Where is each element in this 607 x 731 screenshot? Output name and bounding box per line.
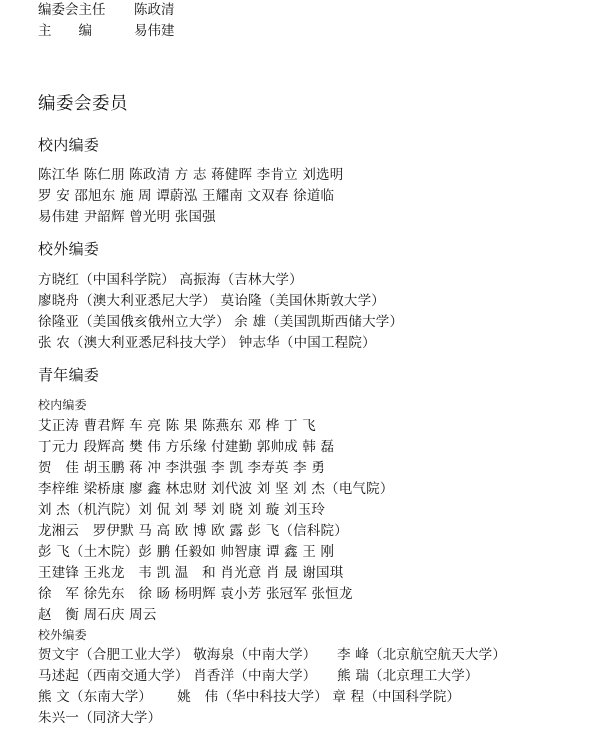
list-item: 张 农（澳大利亚悉尼科技大学） 钟志华（中国工程院） [38, 335, 376, 351]
list-item: 彭 飞（土木院）彭 鹏 任毅如 帅智康 谭 鑫 王 刚 [38, 544, 335, 560]
list-item: 刘 杰（机汽院）刘 侃 刘 琴 刘 晓 刘 璇 刘玉玲 [38, 502, 326, 518]
list-item: 龙湘云 罗伊默 马 高 欧 博 欧 露 彭 飞（信科院） [38, 523, 348, 539]
list-item: 朱兴一（同济大学） [38, 710, 162, 726]
committee-title: 编委会委员 [38, 94, 128, 114]
external-section-title: 校外编委 [38, 240, 100, 258]
list-item: 艾正涛 曹君辉 车 亮 陈 果 陈燕东 邓 桦 丁 飞 [38, 418, 316, 434]
list-item: 贺 佳 胡玉鹏 蒋 冲 李洪强 李 凯 李寿英 李 勇 [38, 460, 326, 476]
header-label: 编委会主任 [38, 2, 106, 18]
list-item: 贺文宇（合肥工业大学） 敬海泉（中南大学） 李 峰（北京航空航天大学） [38, 647, 507, 663]
youth-internal-list [38, 416, 394, 626]
list-item: 易伟建 尹韶辉 曾光明 张国强 [38, 209, 216, 225]
external-list [38, 270, 403, 354]
list-item: 李梓维 梁桥康 廖 鑫 林忠财 刘代波 刘 坚 刘 杰（电气院） [38, 481, 394, 497]
list-item: 丁元力 段辉高 樊 伟 方乐缘 付建勤 郭帅成 韩 磊 [38, 439, 335, 455]
list-item: 王建锋 王兆龙 韦 凯 温 和 肖光意 肖 晟 谢国琪 [38, 565, 344, 581]
youth-external-subtitle: 校外编委 [38, 628, 87, 642]
list-item: 赵 衡 周石庆 周云 [38, 607, 157, 623]
youth-internal-subtitle: 校内编委 [38, 398, 87, 412]
youth-external-list [38, 645, 506, 729]
list-item: 熊 文（东南大学） 姚 伟（华中科技大学） 章 程（中国科学院） [38, 689, 461, 705]
youth-section-title: 青年编委 [38, 366, 100, 384]
internal-section-title: 校内编委 [38, 136, 100, 154]
list-item: 徐 军 徐先东 徐 旸 杨明辉 袁小芳 张冠军 张恒龙 [38, 586, 353, 602]
header-value: 易伟建 [134, 23, 175, 39]
internal-list [38, 165, 343, 228]
header-label: 主 编 [38, 23, 92, 39]
list-item: 陈江华 陈仁朋 陈政清 方 志 蒋健晖 李肯立 刘选明 [38, 167, 344, 183]
list-item: 徐隆亚（美国俄亥俄州立大学） 余 雄（美国凯斯西储大学） [38, 314, 404, 330]
list-item: 方晓红（中国科学院） 高振海（吉林大学） [38, 272, 303, 288]
list-item: 罗 安 邵旭东 施 周 谭蔚泓 王耀南 文双春 徐道临 [38, 188, 335, 204]
header-row-director [38, 0, 598, 21]
header-value: 陈政清 [134, 2, 175, 18]
list-item: 廖晓舟（澳大利亚悉尼大学） 莫诒隆（美国休斯敦大学） [38, 293, 385, 309]
header-row-editor [38, 21, 598, 42]
header-block [38, 0, 598, 42]
list-item: 马述起（西南交通大学） 肖香洋（中南大学） 熊 瑞（北京理工大学） [38, 668, 479, 684]
credits-page [38, 0, 598, 726]
